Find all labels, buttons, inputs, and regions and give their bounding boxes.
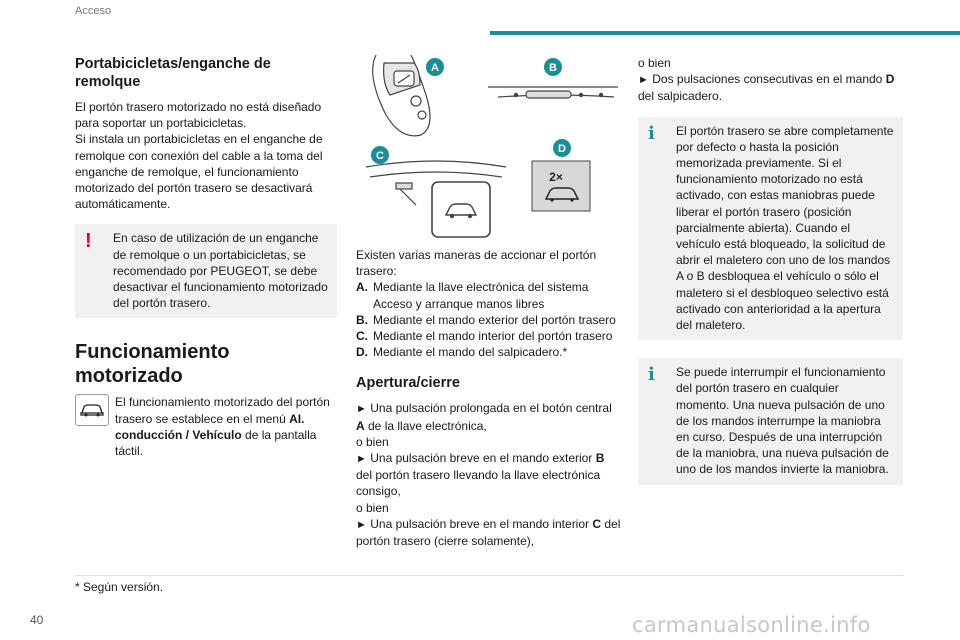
or-text: o bien — [638, 56, 671, 70]
info-text: Se puede interrumpir el funcionamiento del portón trasero en cualquier momento. Una nueva pulsación de uno de los mandos interrumpe la maniobra en curso. Después de una interrupción de la maniobra, una nueva pulsación de uno de los mandos invierte la maniobra. — [676, 365, 889, 477]
header-accent-line — [490, 31, 960, 35]
header-section-label: Acceso — [75, 5, 112, 17]
info-icon: i — [648, 122, 655, 144]
list-item: A. Mediante la llave electrónica del sistema Acceso y arranque manos libres — [356, 280, 589, 311]
step-3: ► Una pulsación breve en el mando interior C del portón trasero (cierre solamente), — [356, 516, 621, 549]
footnote: * Según versión. — [75, 580, 164, 594]
or-text: o bien — [356, 500, 389, 515]
motorized-info — [75, 394, 337, 459]
exterior-handle-drawing — [488, 87, 618, 98]
warning-icon: ! — [85, 230, 92, 253]
interior-handle-drawing — [366, 161, 506, 237]
list-item: B. Mediante el mando exterior del portón trasero — [356, 312, 616, 327]
info-box-open-default — [638, 117, 903, 341]
double-press-label: 2× — [549, 170, 563, 184]
label-d: D — [558, 143, 566, 155]
or-text: o bien — [356, 434, 389, 449]
motorized-text: El funcionamiento motorizado del portón trasero se establece en el menú AI. conducción / Vehículo de la pantalla táctil. — [115, 395, 330, 459]
info-box-interrupt — [638, 358, 903, 484]
column-middle — [356, 55, 621, 549]
label-c: C — [376, 150, 384, 162]
footnote-divider — [75, 575, 903, 576]
step-4: ► Dos pulsaciones consecutivas en el mando D del salpicadero. — [638, 72, 895, 104]
section-title-bike-rack: Portabicicletas/enganche de remolque — [75, 56, 271, 90]
section-title-motorized: Funcionamiento motorizado — [75, 341, 230, 388]
method-list — [356, 279, 621, 360]
section-title-open-close: Apertura/cierre — [356, 375, 460, 392]
label-a: A — [431, 62, 439, 74]
info-icon: i — [648, 364, 655, 386]
paragraph: Existen varias maneras de accionar el portón trasero: — [356, 248, 597, 279]
key-fob-drawing — [373, 55, 430, 136]
column-left — [75, 55, 337, 459]
warning-text: En caso de utilización de un enganche de remolque o un portabicicletas, se recomendado por PEUGEOT, se debe desactivar el funcionamiento motorizado del portón trasero. — [113, 231, 328, 311]
dashboard-button-drawing — [532, 161, 590, 211]
info-text: El portón trasero se abre completamente por defecto o hasta la posición memorizada previamente. Si el funcionamiento motorizado no está activado, con estas maniobras puede liberar el portón trasero (posición parcialmente abierta). Cuando el vehículo está bloqueado, la solicitud de abrir el maletero con uno de los mandos A o B desbloquea el vehículo o sólo el maletero si el desbloqueo selectivo está activado con anterioridad a la apertura del maletero. — [676, 123, 894, 333]
list-item: D. Mediante el mando del salpicadero.* — [356, 345, 568, 360]
controls-figure — [356, 55, 621, 247]
step-1: ► Una pulsación prolongada en el botón central A de la llave electrónica, — [356, 401, 612, 433]
watermark: carmanualsonline.info — [632, 613, 871, 637]
step-2: ► Una pulsación breve en el mando exterior B del portón trasero llevando la llave electrónica consigo, — [356, 451, 605, 499]
car-menu-icon — [75, 394, 109, 426]
paragraph: El portón trasero motorizado no está diseñado para soportar un portabicicletas. — [75, 100, 322, 131]
page-number: 40 — [30, 613, 44, 627]
tailgate-controls-illustration — [356, 55, 621, 247]
column-right — [638, 55, 903, 485]
warning-box — [75, 224, 337, 318]
label-b: B — [549, 62, 557, 74]
paragraph: Si instala un portabicicletas en el enganche de remolque con conexión del cable a la toma del enganche de remolque, el funcionamiento motorizado del portón trasero se desactivará automáticamente. — [75, 132, 323, 212]
list-item: C. Mediante el mando interior del portón trasero — [356, 329, 613, 344]
